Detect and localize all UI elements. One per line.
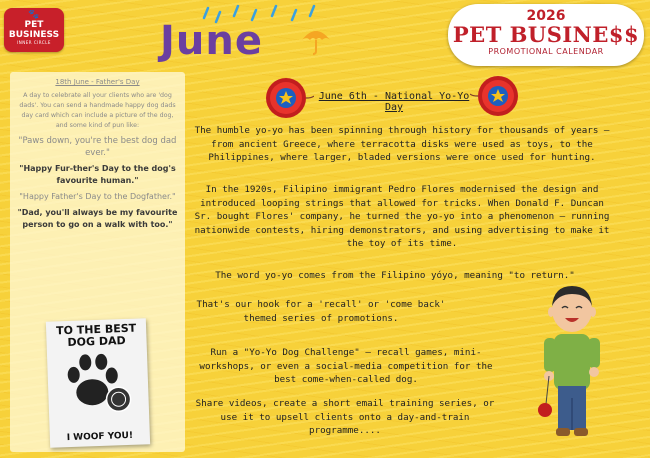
pun-quote: "Paws down, you're the best dog dad ever." bbox=[18, 136, 177, 158]
pun-quote: "Happy Fur-ther's Day to the dog's favourite human." bbox=[19, 164, 176, 185]
paw-icon: 🐾 bbox=[28, 10, 40, 20]
brand-subtitle: PROMOTIONAL CALENDAR bbox=[488, 47, 604, 56]
logo-line-3: INNER CIRCLE bbox=[17, 40, 51, 45]
modern-yoyo-paragraph: In the 1920s, Filipino immigrant Pedro Flores modernised the design and introduced looping strings that allowed for tricks. When Donald F. Duncan Sr. bought Flores' company, he turned the yo-yo into a phenomenon — running nationwide contests, hiring demonstrators, and using advertising to make it the toy of its time. bbox=[194, 184, 610, 249]
logo-line-1: PET bbox=[24, 20, 44, 30]
etymology-paragraph: The word yo-yo comes from the Filipino yóyo, meaning "to return." bbox=[215, 270, 575, 281]
pet-business-inner-circle-logo bbox=[4, 8, 64, 52]
hook-paragraph: That's our hook for a 'recall' or 'come back' themed series of promotions. bbox=[196, 299, 446, 324]
card-title: TO THE BEST DOG DAD bbox=[55, 321, 137, 350]
yoyo-icon bbox=[470, 74, 522, 118]
logo-line-2: BUSINESS bbox=[8, 30, 60, 40]
upsell-paragraph: Share videos, create a short email training series, or use it to upsell clients onto a day-and-train programme.... bbox=[195, 398, 495, 436]
brand-name: PET BUSINE$$ bbox=[452, 22, 640, 47]
paw-print-icon bbox=[61, 349, 135, 417]
sidebar-title: 18th June - Father's Day bbox=[55, 78, 140, 86]
pun-quote: "Happy Father's Day to the Dogfather." bbox=[19, 192, 176, 201]
calendar-year: 2026 bbox=[526, 8, 566, 24]
sidebar-intro: A day to celebrate all your clients who are 'dog dads'. You can send a handmade happy dog dads day card which can include a picture of the dog, and some kind of pun like: bbox=[19, 92, 176, 129]
dog-dad-card-image bbox=[46, 318, 150, 447]
card-footer: I WOOF YOU! bbox=[66, 430, 134, 444]
boy-with-yoyo-illustration bbox=[532, 282, 612, 452]
challenge-paragraph: Run a "Yo-Yo Dog Challenge" — recall games, mini-workshops, or even a social-media competition for the best come-when-called dog. bbox=[199, 347, 493, 385]
umbrella-icon bbox=[300, 24, 332, 56]
yoyo-icon bbox=[262, 76, 314, 120]
fathers-day-sidebar bbox=[10, 72, 185, 452]
event-headline: June 6th - National Yo-Yo Day bbox=[318, 91, 470, 113]
pun-quote: "Dad, you'll always be my favourite person to go on a walk with too." bbox=[17, 208, 178, 229]
history-paragraph: The humble yo-yo has been spinning through history for thousands of years — from ancient Greece, where terracotta disks were used as toys, to the Philippines, where larger, bladed versions were once used for hunting. bbox=[194, 125, 610, 163]
month-title: June bbox=[160, 18, 263, 64]
pet-business-calendar-badge bbox=[448, 4, 644, 66]
